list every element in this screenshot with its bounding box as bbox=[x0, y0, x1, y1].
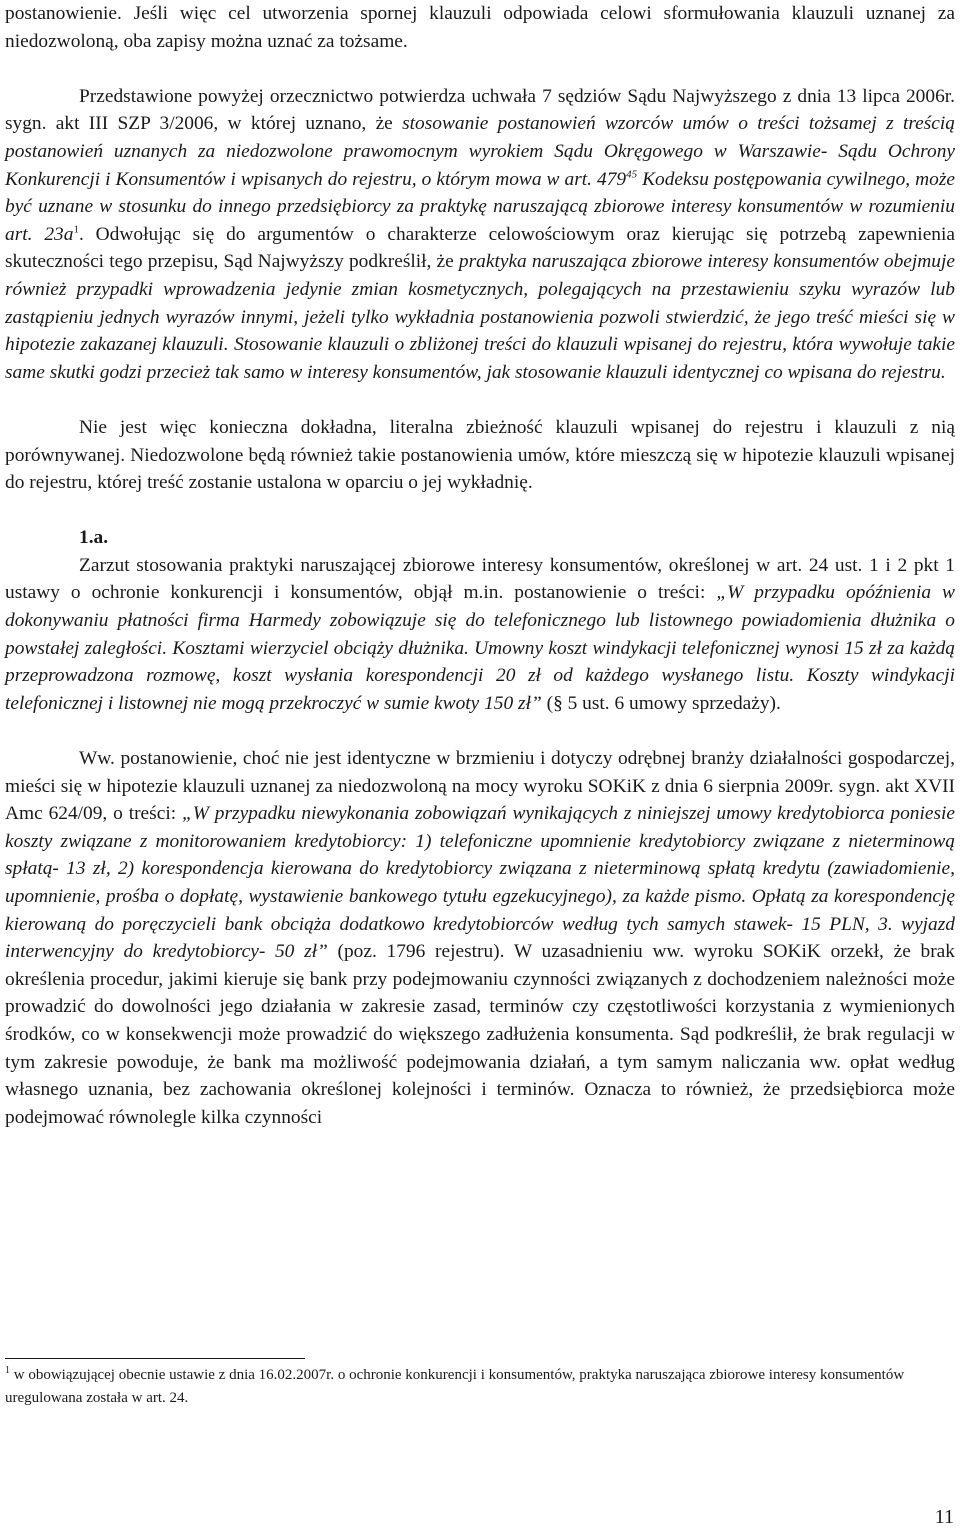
footnote-marker: 1 bbox=[5, 1365, 10, 1376]
footnote bbox=[5, 1364, 955, 1410]
resolution-emphasis-text: praktyka naruszająca zbiorowe interesy konsumentów obejmuje również przypadki wprowadzenia jedynie zmian kosmetycznych, polegających na przestawieniu szyku wyrazów lub zastąpieniu jednych wyrazów innymi, jeżeli tylko wykładnia postanowienia pozwoli stwierdzić, że jego treść mieści się w hipotezie zakazanej klauzuli. Stosowanie klauzuli o zbliżonej treści do klauzuli wpisanej do rejestru, która wywołuje takie same skutki godzi przecież tak samo w interesy konsumentów, jak stosowanie klauzuli identycznej co wpisana do rejestru. bbox=[5, 251, 955, 383]
page-number: 11 bbox=[934, 1506, 954, 1528]
paragraph-gap bbox=[5, 55, 955, 83]
paragraph-supreme-court-resolution bbox=[5, 83, 955, 387]
paragraph-gap bbox=[5, 386, 955, 414]
resolution-quote-continuation: Kodeksu postępowania cywilnego, może być uznane w stosunku do innego przedsiębiorcy za praktykę naruszającą zbiorowe interesy konsumentów w rozumieniu art. 23a bbox=[5, 168, 955, 245]
footnote-separator bbox=[5, 1358, 305, 1359]
footnote-reference[interactable]: 1 bbox=[73, 223, 79, 236]
contract-clause-reference: (§ 5 ust. 6 umowy sprzedaży). bbox=[541, 692, 781, 714]
judgment-reasoning-text: (poz. 1796 rejestru). W uzasadnieniu ww. wyroku SOKiK orzekł, że brak określenia procedur, jakimi kieruje się bank przy podejmowaniu czynności związanych z dochodzeniem należności może prowadzić do dowolności jego działania w zakresie zasad, terminów czy częstotliwości korzystania z wymienionych środków, co w konsekwencji może prowadzić do większego zadłużenia konsumenta. Sąd podkreślił, że brak regulacji w tym zakresie powoduje, że bank ma możliwość podejmowania działań, a tym samym naliczania ww. opłat według własnego uznania, bez zachowania określonej kolejności i terminów. Oznacza to również, że przedsiębiorca może podejmować równolegle kilka czynności bbox=[5, 941, 955, 1128]
charge-intro-text: Zarzut stosowania praktyki naruszającej zbiorowe interesy konsumentów, określonej w art. 24 ust. 1 i 2 pkt 1 ustawy o ochronie konkurencji i konsumentów, objął m.in. postanowienie o treści: bbox=[5, 554, 955, 604]
judgment-clause-quote: „W przypadku niewykonania zobowiązań wynikających z niniejszej umowy kredytobiorca poniesie koszty związane z monitorowaniem kredytobiorcy: 1) telefoniczne upomnienie kredytobiorcy związane z nieterminową spłatą- 13 zł, 2) korespondencja kierowana do kredytobiorcy związana z nieterminową spłatą kredytu (zawiadomienie, upomnienie, prośba o dopłatę, wystawienie bankowego tytułu egzekucyjnego), za każde pismo. Opłatą za korespondencję kierowaną do poręczycieli bank obciąża dodatkowo kredytobiorców według tych samych stawek- 15 PLN, 3. wyjazd interwencyjny do kredytobiorcy- 50 zł” bbox=[5, 803, 956, 963]
judgment-intro-text: Ww. postanowienie, choć nie jest identyczne w brzmieniu i dotyczy odrębnej branży działalności gospodarczej, mieści się w hipotezie klauzuli uznanej za niedozwoloną na mocy wyroku SOKiK z dnia 6 sierpnia 2009r. sygn. akt XVII Amc 624/09, o treści: bbox=[5, 748, 955, 825]
resolution-intro-text: Przedstawione powyżej orzecznictwo potwierdza uchwała 7 sędziów Sądu Najwyższego z dnia 13 lipca 2006r. sygn. akt III SZP 3/2006, w której uznano, że bbox=[5, 85, 955, 135]
article-superscript: 45 bbox=[626, 168, 638, 181]
resolution-quote-text: stosowanie postanowień wzorców umów o treści tożsamej z treścią postanowień uznanych za niedozwolone prawomocnym wyrokiem Sądu Okręgowego w Warszawie- Sądu Ochrony Konkurencji i Konsumentów i wpisanych do rejestru, o którym mowa w art. 479 bbox=[5, 113, 955, 190]
resolution-argument-text: . Odwołując się do argumentów o charakterze celowościowym oraz kierując się potrzebą zapewnienia skuteczności tego przepisu, Sąd Najwyższy podkreślił, że bbox=[5, 223, 955, 273]
paragraph-literal-match: Nie jest więc konieczna dokładna, literalna zbieżność klauzuli wpisanej do rejestru i klauzuli z nią porównywanej. Niedozwolone będą również takie postanowienia umów, które mieszczą się w hipotezie klauzuli wpisanej do rejestru, której treść zostanie ustalona w oparciu o jej wykładnię. bbox=[5, 416, 955, 494]
footnote-text: w obowiązującej obecnie ustawie z dnia 16.02.2007r. o ochronie konkurencji i konsumentów, praktyka naruszająca zbiorowe interesy konsumentów uregulowana została w art. 24. bbox=[5, 1367, 905, 1406]
paragraph-continuation: postanowienie. Jeśli więc cel utworzenia spornej klauzuli odpowiada celowi sformułowania klauzuli uznanej za niedozwoloną, oba zapisy można uznać za tożsame. bbox=[5, 3, 955, 52]
paragraph-charge bbox=[5, 552, 955, 718]
document-page bbox=[5, 0, 955, 1131]
section-heading: 1.a. bbox=[79, 527, 109, 549]
contract-clause-quote: „W przypadku opóźnienia w dokonywaniu płatności firma Harmedy zobowiązuje się do telefonicznego lub listownego powiadomienia dłużnika o powstałej zaległości. Kosztami wierzyciel obciąży dłużnika. Umowny koszt windykacji telefonicznej wynosi 15 zł za każdą przeprowadzona rozmowę, koszt wysłania korespondencji 20 zł od każdego wysłanego listu. Koszty windykacji telefonicznej i listownej nie mogą przekroczyć w sumie kwoty 150 zł” bbox=[5, 582, 955, 714]
paragraph-gap bbox=[5, 497, 955, 525]
paragraph-sokik-judgment bbox=[5, 745, 955, 1131]
paragraph-gap bbox=[5, 717, 955, 745]
